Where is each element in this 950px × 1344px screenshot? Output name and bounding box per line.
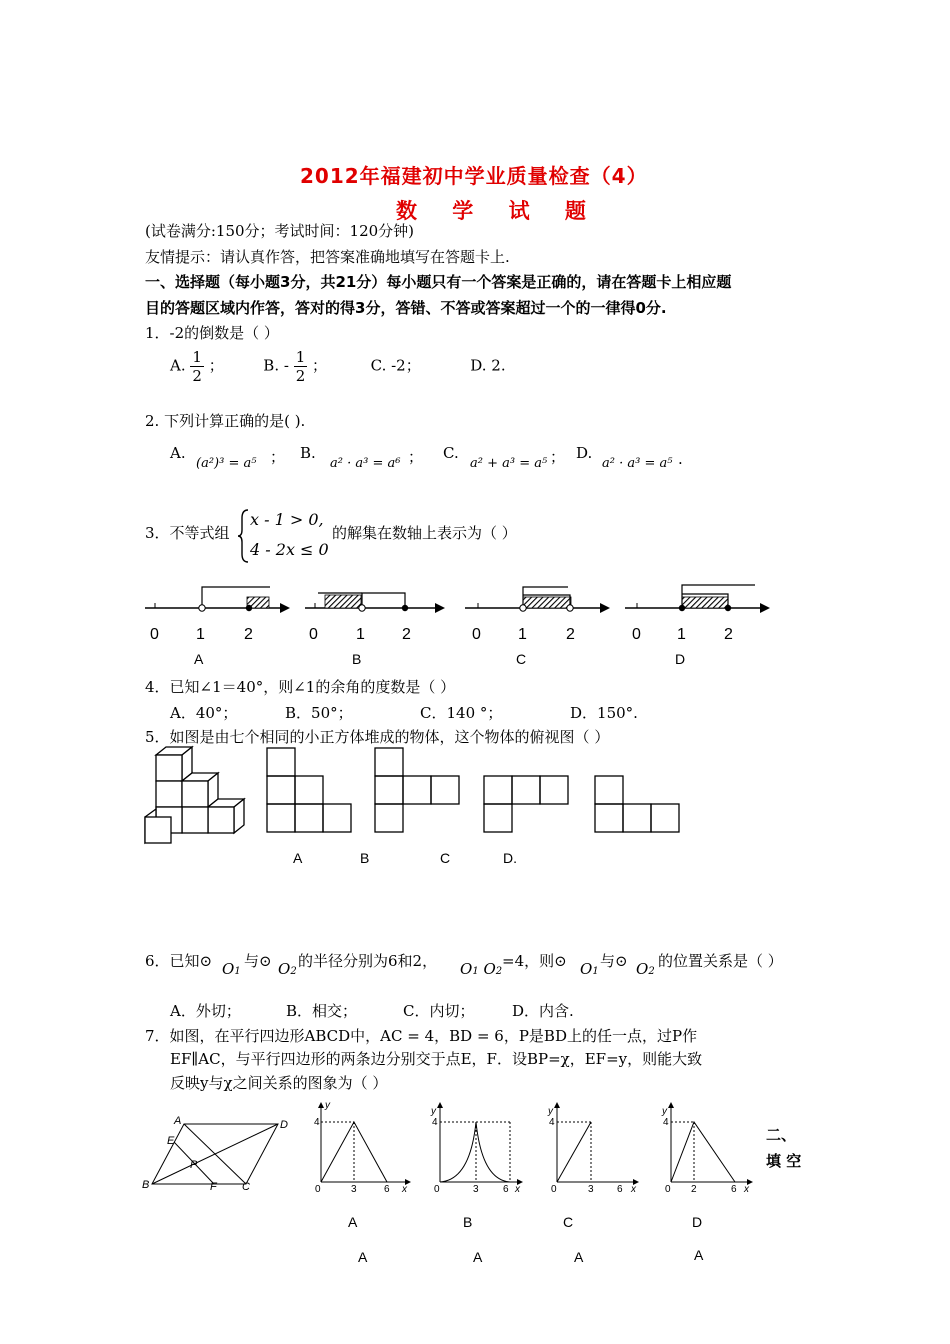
nl-d-tick-2: 2 [724,626,733,643]
svg-text:4: 4 [314,1117,320,1128]
q5-view-b[interactable] [375,748,459,832]
q2-a-label: A. [170,444,186,462]
svg-text:y: y [325,1100,330,1111]
q3-stem-pre: 3．不等式组 [145,524,230,542]
exam-info: (试卷满分:150分；考试时间：120分钟) [145,222,415,240]
q6-o1o2: O1 O2 [460,960,503,978]
svg-text:0: 0 [315,1184,321,1195]
q7-graph-label-a[interactable]: A [348,1214,358,1230]
q2-d-label: D. [576,444,593,462]
q2-b-expr: a² · a³ = a⁶ [330,456,401,471]
section1-heading: 一、选择题（每小题3分，共21分）每小题只有一个答案是正确的，请在答题卡上相应题 [145,273,732,291]
svg-text:3: 3 [588,1184,594,1195]
q3-option-a[interactable]: A [194,651,204,667]
q6-option-a: A．外切； [170,1002,241,1020]
q5-stem: 5．如图是由七个相同的小正方体堆成的物体，这个物体的俯视图（ ） [145,728,610,746]
pt-d: D [280,1119,288,1131]
nl-b-tick-2: 2 [402,626,411,643]
svg-text:x: x [631,1184,636,1195]
svg-text:y: y [662,1106,667,1117]
pt-e: E [167,1135,175,1147]
svg-text:4: 4 [663,1117,669,1128]
page-title: 2012年福建初中学业质量检查（4） [300,164,648,188]
svg-text:4: 4 [432,1117,438,1128]
q4-option-c: C．140 °； [420,704,503,722]
nl-b-tick-0: 0 [309,626,318,643]
q7-line1: 7．如图，在平行四边形ABCD中，AC = 4，BD = 6，P是BD上的任一点，过P作 [145,1027,698,1045]
q7-extra-label-2: A [473,1249,483,1265]
q5-view-d[interactable] [595,776,679,832]
nl-a-tick-0: 0 [150,626,159,643]
svg-text:x: x [515,1184,520,1195]
q7-graph-label-d[interactable]: D [692,1214,703,1230]
q4-option-a: A．40°； [170,704,238,722]
svg-text:0: 0 [665,1184,671,1195]
q3-option-c[interactable]: C [516,651,527,667]
nl-d-tick-0: 0 [632,626,641,643]
svg-text:0: 0 [434,1184,440,1195]
svg-text:x: x [402,1184,407,1195]
q5-view-c[interactable] [484,776,568,832]
q5-figures [140,745,700,855]
q7-graph-label-c[interactable]: C [563,1214,574,1230]
friendly-tip: 友情提示：请认真作答，把答案准确地填写在答题卡上. [145,248,510,266]
q1-c: C. -2； [370,356,421,375]
q1-d: D. 2. [470,356,506,375]
nl-d-tick-1: 1 [677,626,686,643]
q7-parallelogram [140,1112,290,1192]
nl-b-tick-1: 1 [356,626,365,643]
svg-text:3: 3 [473,1184,479,1195]
q7-extra-label-4: A [694,1247,704,1263]
page-subtitle: 数 学 试 题 [396,199,600,223]
q2-d-expr: a² · a³ = a⁵ [602,456,673,471]
pt-a: A [174,1115,182,1127]
nl-c-tick-0: 0 [472,626,481,643]
q1-b-fraction: $\frac{1}{2}$ [295,348,306,385]
q7-extra-label-3: A [574,1249,584,1265]
section1-heading-line2: 目的答题区域内作答，答对的得3分，答错、不答或答案超过一个的一律得0分. [145,299,667,317]
graph-c[interactable] [547,1102,639,1195]
q5-view-a[interactable] [267,748,351,832]
svg-text:x: x [744,1184,749,1195]
q5-label-d[interactable]: D. [503,850,517,866]
q4-stem: 4．已知∠1＝40°，则∠1的余角的度数是（ ） [145,678,456,696]
q6-o2: O2 [278,960,297,978]
q7-line2: EF∥AC，与平行四边形的两条边分别交于点E，F．设BP=χ，EF=y，则能大致 [170,1050,703,1068]
svg-text:y: y [548,1106,553,1117]
svg-text:6: 6 [617,1184,623,1195]
pt-f: F [210,1181,217,1192]
q7-graph-label-b[interactable]: B [463,1214,473,1230]
q3-inequality-1: x - 1 > 0, [250,510,324,529]
q6-option-b: B．相交； [286,1002,358,1020]
section2-heading-line2: 填 空 [766,1152,802,1170]
q2-b-label: B. [300,444,316,462]
svg-text:6: 6 [384,1184,390,1195]
q1-a-label: A. [170,356,186,375]
q2-a-expr: (a²)³ = a⁵ [196,456,257,471]
svg-text:4: 4 [549,1117,555,1128]
q4-option-b: B．50°； [285,704,353,722]
numberline-b[interactable] [305,593,445,613]
q4-option-d: D．150°. [570,704,638,722]
q3-inequality-2: 4 - 2x ≤ 0 [250,540,329,559]
q6-stem: 6．已知⊙ [145,952,213,970]
q3-option-d[interactable]: D [675,651,686,667]
q7-line3: 反映y与χ之间关系的图象为（ ） [170,1074,388,1092]
numberline-c[interactable] [465,587,610,613]
q2-c-label: C. [443,444,459,462]
numberline-d[interactable] [625,585,770,613]
graph-a[interactable] [314,1100,411,1195]
q2-c-expr: a² + a³ = a⁵ [470,456,548,471]
brace-icon [238,508,250,564]
q7-graphs [305,1100,765,1195]
svg-text:2: 2 [691,1184,697,1195]
svg-text:0: 0 [551,1184,557,1195]
q6-o1: O1 [222,960,241,978]
nl-a-tick-1: 1 [196,626,205,643]
q1-options: A. $\frac{1}{2}$ ； B. - $\frac{1}{2}$ ； C. -2； D. 2. [170,348,506,385]
graph-b[interactable] [430,1102,523,1195]
svg-text:6: 6 [731,1184,737,1195]
pt-c: C [242,1181,250,1192]
pt-b: B [142,1179,150,1191]
nl-a-tick-2: 2 [244,626,253,643]
q2-stem: 2. 下列计算正确的是( ). [145,412,306,430]
q5-label-c[interactable]: C [440,850,451,866]
q1-stem: 1．-2的倒数是（ ） [145,324,279,342]
q6-option-c: C．内切； [403,1002,475,1020]
q3-option-b[interactable]: B [352,651,362,667]
nl-c-tick-1: 1 [518,626,527,643]
svg-text:3: 3 [351,1184,357,1195]
q7-extra-label-1: A [358,1249,368,1265]
numberline-a[interactable] [145,587,290,613]
section2-heading: 二、 [766,1126,797,1144]
q6-option-d: D．内含. [512,1002,574,1020]
q1-b-label: B. - [263,356,289,375]
cube-stack-figure [145,747,244,843]
graph-d[interactable] [661,1102,753,1195]
q5-label-b[interactable]: B [360,850,370,866]
svg-text:y: y [431,1106,436,1117]
q3-stem-post: 的解集在数轴上表示为（ ） [332,524,517,542]
nl-c-tick-2: 2 [566,626,575,643]
q1-a-fraction: $\frac{1}{2}$ [192,348,202,385]
svg-text:6: 6 [503,1184,509,1195]
q5-label-a[interactable]: A [293,850,303,866]
pt-p: P [190,1159,198,1171]
